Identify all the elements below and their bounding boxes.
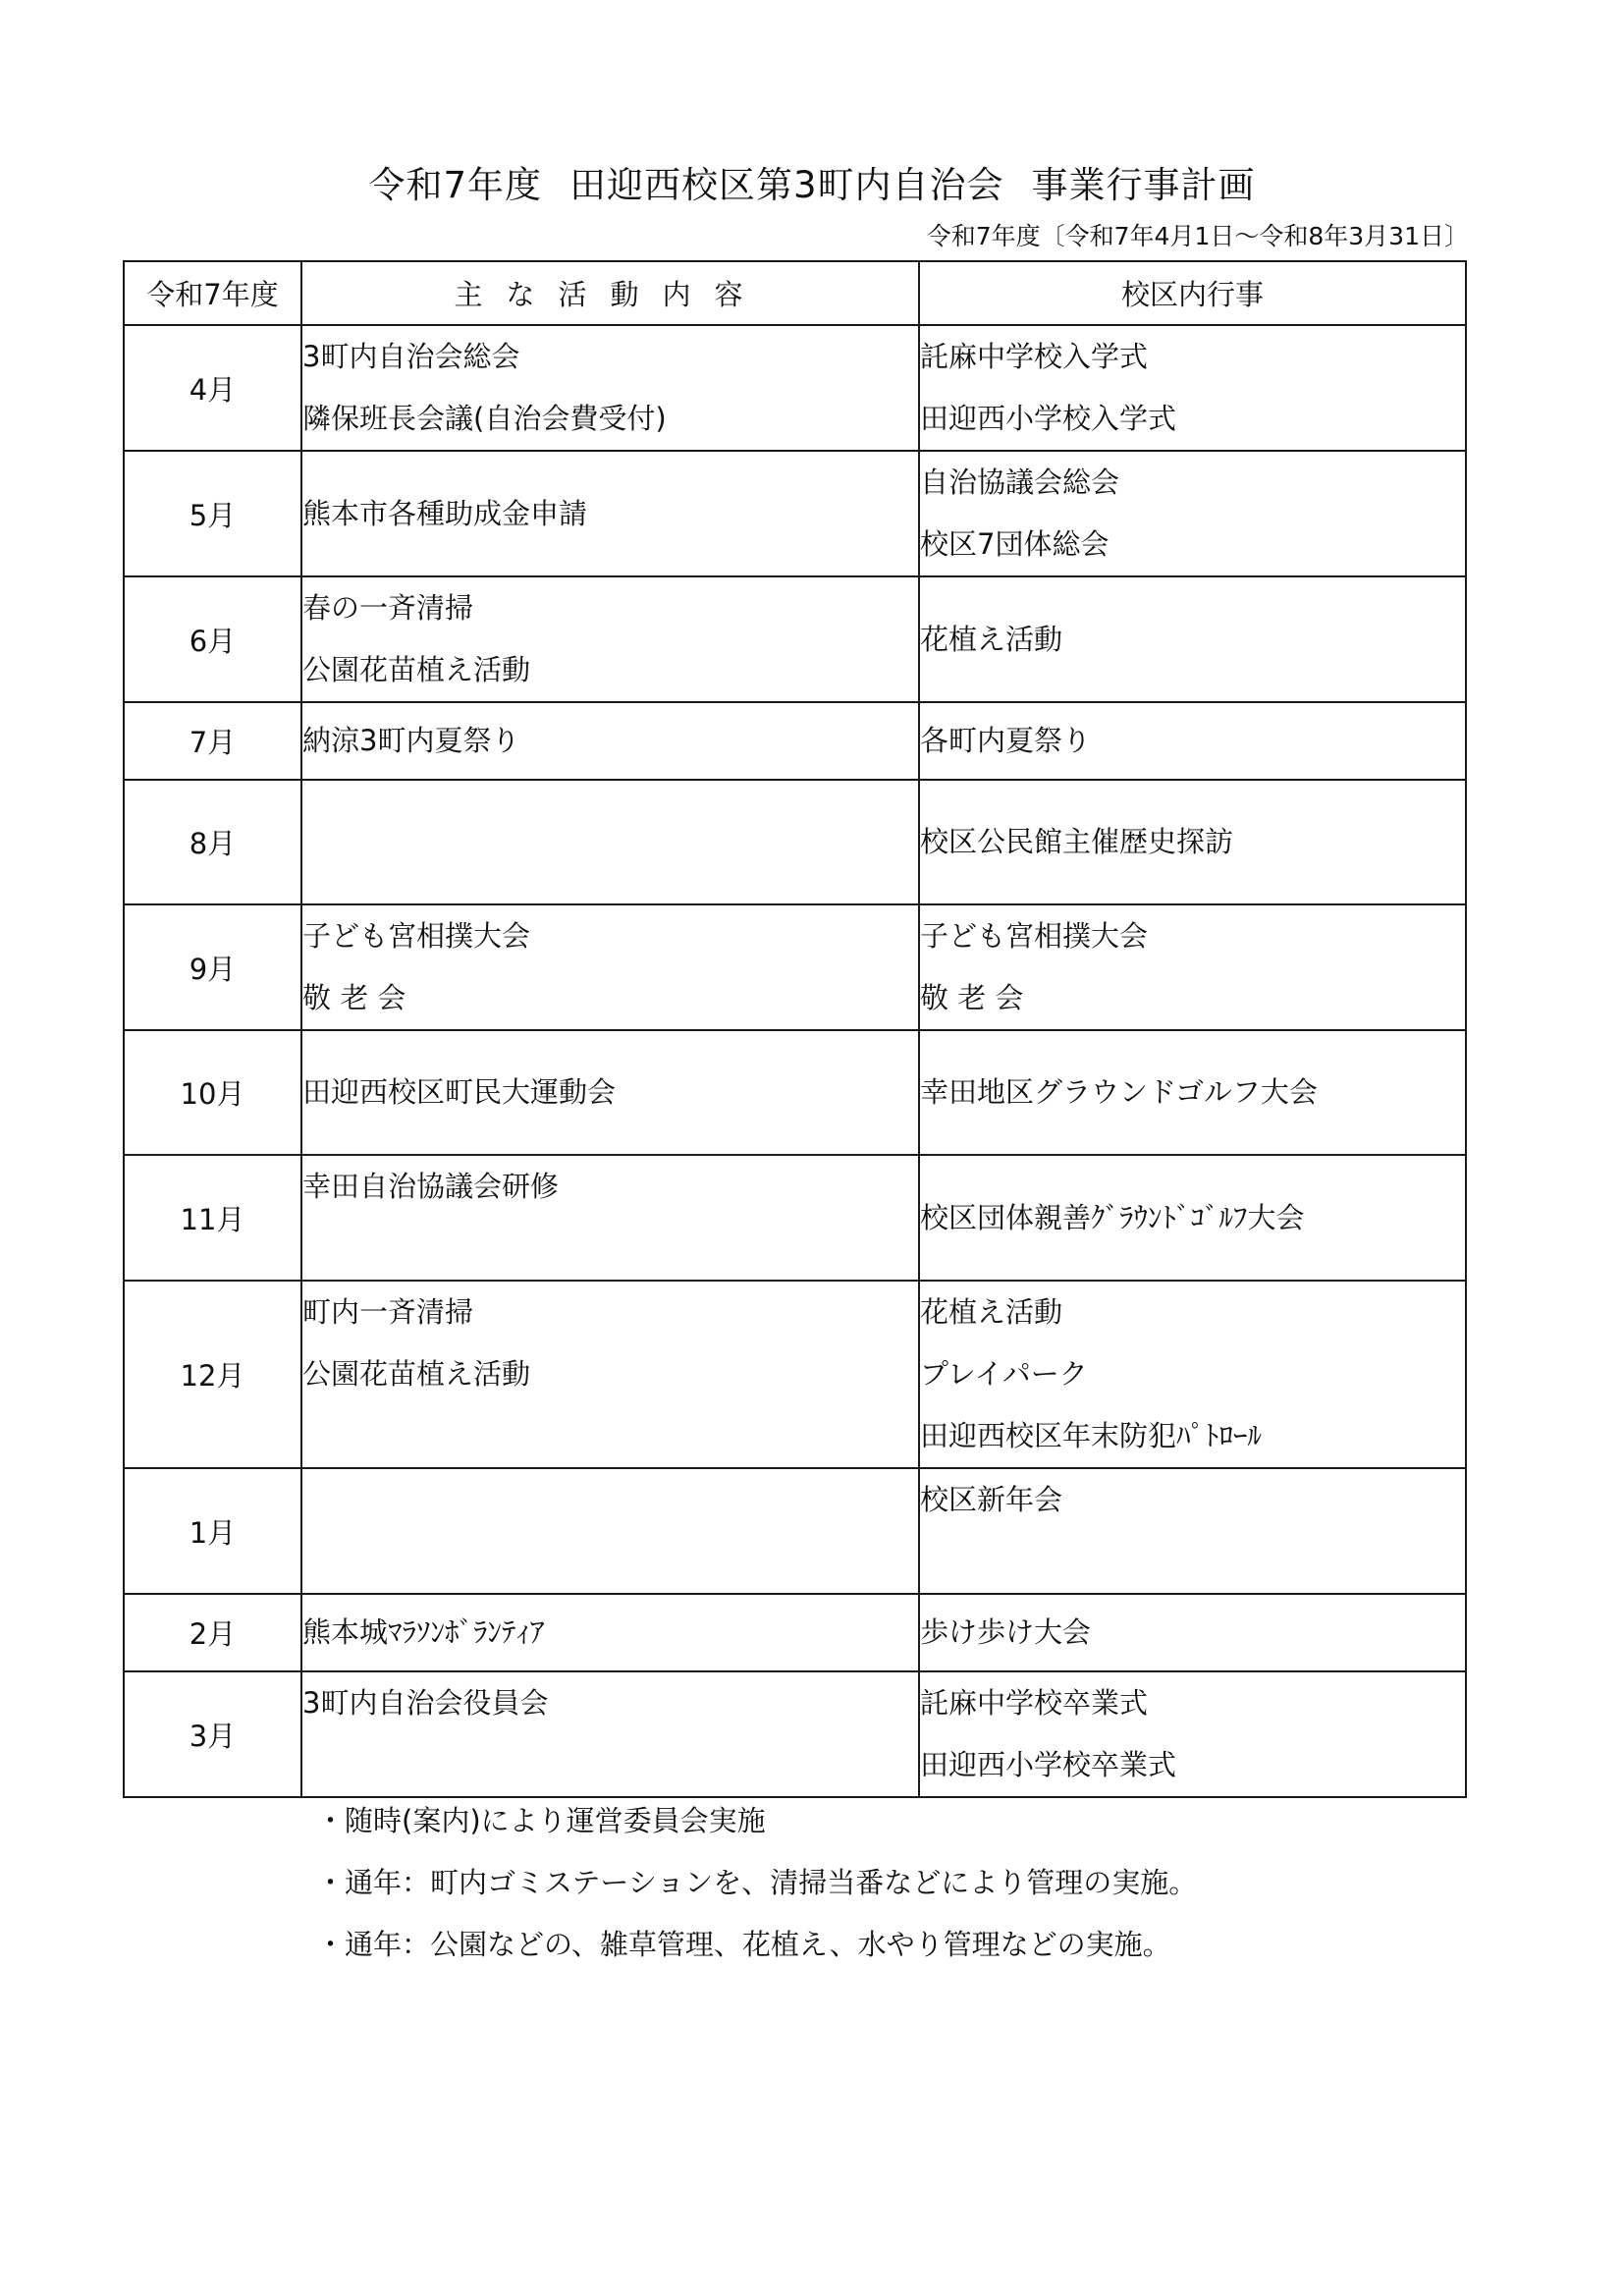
events-cell: [919, 702, 1466, 780]
activities-cell: [301, 451, 919, 576]
month-cell: 1月: [124, 1468, 301, 1594]
table-row: [124, 780, 1466, 904]
event-item: 校区公民館主催歴史探訪: [920, 825, 1234, 858]
table-row: [124, 1594, 1466, 1671]
table-row: [124, 451, 1466, 576]
month-cell: 12月: [124, 1281, 301, 1468]
activity-item: 春の一斉清掃: [302, 591, 474, 625]
event-item: 各町内夏祭り: [920, 724, 1092, 757]
event-plan-table: [123, 260, 1467, 1798]
activities-cell: [301, 325, 919, 451]
fiscal-period: 令和7年度〔令和7年4月1日～令和8年3月31日〕: [926, 222, 1469, 250]
events-cell: [919, 1671, 1466, 1797]
table-row: [124, 1671, 1466, 1797]
events-cell: [919, 325, 1466, 451]
month-cell: 9月: [124, 904, 301, 1030]
activity-item: 熊本市各種助成金申請: [302, 496, 588, 530]
activity-item: 隣保班長会議(自治会費受付): [302, 402, 667, 435]
activity-spacer: [302, 1405, 918, 1467]
activity-item: 幸田自治協議会研修: [302, 1170, 560, 1203]
month-cell: 4月: [124, 325, 301, 451]
activity-item: 子ども宮相撲大会: [302, 919, 531, 953]
note-item: ・随時(案内)により運営委員会実施: [316, 1804, 766, 1837]
activities-cell: [301, 904, 919, 1030]
activities-cell: [301, 1155, 919, 1281]
event-item: プレイパーク: [920, 1357, 1088, 1391]
table-row: [124, 904, 1466, 1030]
event-item: 校区7団体総会: [920, 527, 1110, 561]
notes-list: [316, 1790, 1197, 1976]
events-cell: [919, 1155, 1466, 1281]
activities-cell: [301, 702, 919, 780]
activity-item: 熊本城ﾏﾗｿﾝﾎﾞﾗﾝﾃｨｱ: [302, 1615, 545, 1649]
event-item: 敬 老 会: [920, 981, 1024, 1014]
title-plan: 事業行事計画: [1031, 164, 1256, 206]
activity-item: 公園花苗植え活動: [302, 653, 531, 686]
events-cell: [919, 780, 1466, 904]
event-item: 幸田地区グラウンドゴルフ大会: [920, 1075, 1318, 1109]
month-cell: 11月: [124, 1155, 301, 1281]
header-activities: 主な活動内容: [301, 261, 919, 325]
header-year: 令和7年度: [124, 261, 301, 325]
activities-cell: [301, 1030, 919, 1155]
month-cell: 8月: [124, 780, 301, 904]
event-item: 田迎西小学校入学式: [920, 402, 1177, 435]
activities-cell: [301, 576, 919, 702]
event-item: 子ども宮相撲大会: [920, 919, 1149, 953]
events-cell: [919, 451, 1466, 576]
event-item: 田迎西校区年末防犯ﾊﾟﾄﾛｰﾙ: [920, 1419, 1263, 1452]
table-header-row: [124, 261, 1466, 325]
event-item: 花植え活動: [920, 1295, 1063, 1329]
event-item: 歩け歩け大会: [920, 1615, 1092, 1649]
event-spacer: [920, 1531, 1465, 1593]
month-cell: 6月: [124, 576, 301, 702]
activity-spacer: [302, 1218, 918, 1280]
events-cell: [919, 1030, 1466, 1155]
events-cell: [919, 1468, 1466, 1594]
note-item: ・通年：公園などの、雑草管理、花植え、水やり管理などの実施。: [316, 1928, 1171, 1961]
activity-item: 公園花苗植え活動: [302, 1357, 531, 1391]
activity-item: 3町内自治会役員会: [302, 1686, 549, 1720]
table-row: [124, 325, 1466, 451]
activity-item: 町内一斉清掃: [302, 1295, 474, 1329]
activities-cell: [301, 1468, 919, 1594]
events-cell: [919, 1594, 1466, 1671]
table-row: [124, 576, 1466, 702]
month-cell: 2月: [124, 1594, 301, 1671]
document-title: [0, 155, 1624, 208]
event-item: 自治協議会総会: [920, 465, 1120, 499]
activities-cell: [301, 780, 919, 904]
activity-item: 3町内自治会総会: [302, 340, 520, 373]
table-row: [124, 1281, 1466, 1468]
activity-item: 納涼3町内夏祭り: [302, 724, 520, 757]
activity-item: 敬 老 会: [302, 981, 406, 1014]
events-cell: [919, 576, 1466, 702]
title-organization: 田迎西校区第3町内自治会: [569, 164, 1004, 206]
month-cell: 7月: [124, 702, 301, 780]
month-cell: 10月: [124, 1030, 301, 1155]
activity-spacer: [302, 1734, 918, 1796]
activity-item: 田迎西校区町民大運動会: [302, 1075, 617, 1109]
activities-cell: [301, 1281, 919, 1468]
month-cell: 5月: [124, 451, 301, 576]
event-item: 田迎西小学校卒業式: [920, 1748, 1177, 1781]
activities-cell: [301, 1671, 919, 1797]
event-item: 花植え活動: [920, 622, 1063, 656]
event-item: 校区新年会: [920, 1483, 1063, 1516]
note-item: ・通年：町内ゴミステーションを、清掃当番などにより管理の実施。: [316, 1866, 1198, 1899]
events-cell: [919, 904, 1466, 1030]
header-events: 校区内行事: [919, 261, 1466, 325]
title-year: 令和7年度: [368, 164, 542, 206]
event-item: 託麻中学校入学式: [920, 340, 1149, 373]
month-cell: 3月: [124, 1671, 301, 1797]
event-item: 託麻中学校卒業式: [920, 1686, 1149, 1720]
table-row: [124, 1468, 1466, 1594]
events-cell: [919, 1281, 1466, 1468]
table-row: [124, 702, 1466, 780]
activities-cell: [301, 1594, 919, 1671]
table-row: [124, 1030, 1466, 1155]
table-row: [124, 1155, 1466, 1281]
event-item: 校区団体親善ｸﾞﾗｳﾝﾄﾞｺﾞﾙﾌ大会: [920, 1200, 1305, 1234]
